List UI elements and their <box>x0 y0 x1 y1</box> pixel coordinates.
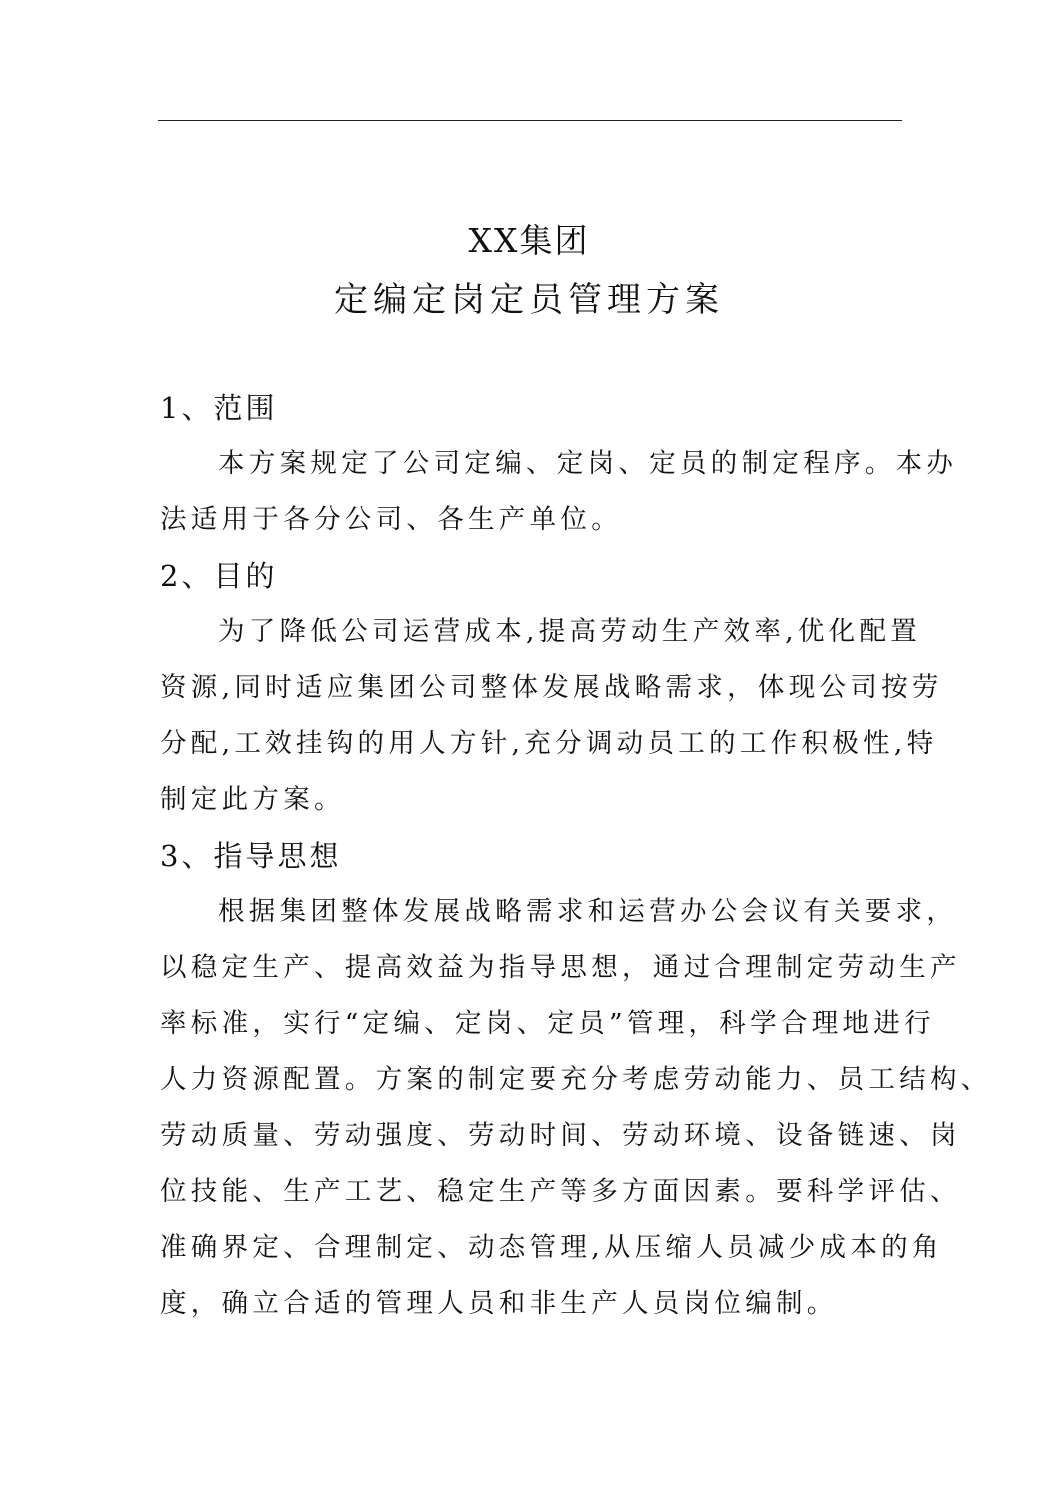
paragraph-line: 位技能、生产工艺、稳定生产等多方面因素。要科学评估、 <box>160 1176 961 1207</box>
paragraph-line: 本方案规定了公司定编、定岗、定员的制定程序。本办 <box>218 448 958 479</box>
paragraph-line: 人力资源配置。方案的制定要充分考虑劳动能力、员工结构、 <box>160 1064 992 1095</box>
paragraph-line: 法适用于各分公司、各生产单位。 <box>160 504 622 535</box>
paragraph-line: 准确界定、合理制定、动态管理,从压缩人员减少成本的角 <box>160 1232 943 1263</box>
document-title-line-2: 定编定岗定员管理方案 <box>334 280 724 320</box>
paragraph-line: 资源,同时适应集团公司整体发展战略需求，体现公司按劳 <box>160 672 943 703</box>
paragraph-line: 劳动质量、劳动强度、劳动时间、劳动环境、设备链速、岗 <box>160 1120 961 1151</box>
document-title-line-1: XX集团 <box>468 221 590 260</box>
section-heading-guiding-principle: 3、指导思想 <box>160 839 342 873</box>
paragraph-line: 制定此方案。 <box>160 784 345 815</box>
paragraph-line: 分配,工效挂钩的用人方针,充分调动员工的工作积极性,特 <box>160 728 938 759</box>
paragraph-line: 以稳定生产、提高效益为指导思想，通过合理制定劳动生产 <box>160 952 961 983</box>
paragraph-line: 率标准，实行“定编、定岗、定员”管理，科学合理地进行 <box>160 1008 935 1039</box>
paragraph-line: 为了降低公司运营成本,提高劳动生产效率,优化配置 <box>218 616 922 647</box>
header-rule <box>158 120 902 121</box>
paragraph-line: 度，确立合适的管理人员和非生产人员岗位编制。 <box>160 1288 838 1319</box>
document-body <box>160 380 992 1332</box>
paragraph-line: 根据集团整体发展战略需求和运营办公会议有关要求， <box>218 896 958 927</box>
section-heading-purpose: 2、目的 <box>160 559 278 593</box>
section-heading-scope: 1、范围 <box>160 391 278 425</box>
